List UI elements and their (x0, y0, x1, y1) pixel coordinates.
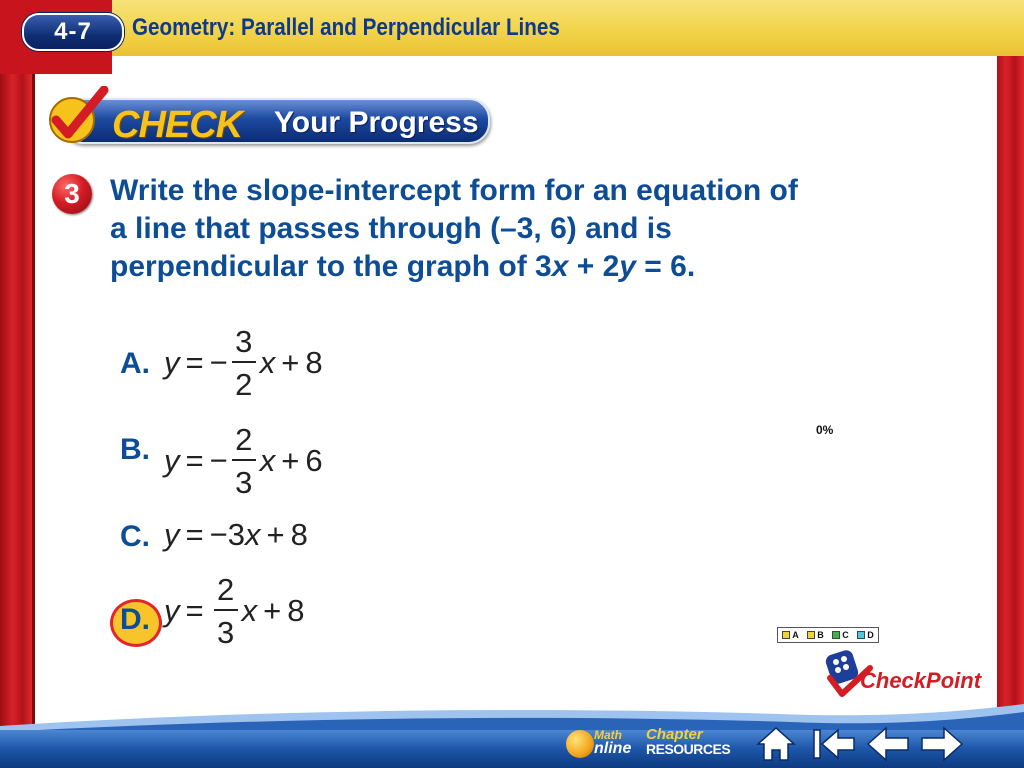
choice-c-label[interactable]: C. (120, 520, 150, 553)
first-slide-icon (812, 724, 856, 764)
check-your-progress-banner (42, 86, 488, 148)
chapter-resources-text-chapter: Chapter (646, 726, 703, 743)
right-frame (994, 0, 1024, 768)
first-slide-button[interactable] (812, 724, 856, 764)
legend-item-b: B (807, 630, 824, 640)
choice-d-equation[interactable]: y = $\frac{2}{3}$ x + 8 (164, 572, 305, 650)
globe-icon (566, 730, 594, 758)
checkpoint-logo-text: CheckPoint (860, 668, 982, 693)
choice-b-equation[interactable]: y = − $\frac{2}{3}$ x + 6 (164, 422, 323, 500)
home-button[interactable] (754, 724, 798, 764)
previous-slide-icon (866, 724, 910, 764)
left-frame (0, 0, 32, 768)
question-line-2: a line that passes through (–3, 6) and is (110, 212, 672, 245)
question-line-1: Write the slope-intercept form for an equation of (110, 174, 798, 207)
legend-item-d: D (857, 630, 874, 640)
lesson-number-badge: 4-7 (22, 13, 124, 51)
legend-item-a: A (782, 630, 799, 640)
choice-c-equation[interactable]: y = −3 x + 8 (164, 517, 308, 552)
response-legend (777, 627, 879, 643)
math-online-text-online: nline (594, 740, 632, 757)
choice-a-equation[interactable]: y = − $\frac{3}{2}$ x + 8 (164, 324, 323, 402)
lesson-title: Geometry: Parallel and Perpendicular Lines (132, 14, 560, 41)
home-icon (754, 724, 798, 764)
question-line-3: perpendicular to the graph of 3x + 2y = 6. (110, 250, 696, 283)
question-text (110, 172, 910, 286)
choice-d-label[interactable]: D. (120, 603, 150, 636)
chapter-resources-text-resources: RESOURCES (646, 741, 731, 757)
checkpoint-logo (824, 648, 980, 700)
math-online-text-math: Math (594, 728, 622, 742)
banner-progress-text: Your Progress (274, 106, 479, 139)
next-slide-button[interactable] (920, 724, 964, 764)
choice-b-label[interactable]: B. (120, 433, 150, 466)
checkmark-icon (42, 86, 112, 148)
legend-item-c: C (832, 630, 849, 640)
banner-check-text: CHECK (112, 104, 243, 146)
question-number-badge: 3 (52, 174, 92, 214)
response-percent: 0% (816, 423, 834, 437)
math-online-button[interactable] (566, 726, 636, 764)
previous-slide-button[interactable] (866, 724, 910, 764)
chapter-resources-button[interactable] (646, 726, 730, 757)
choice-a-label[interactable]: A. (120, 347, 150, 380)
next-slide-icon (920, 724, 964, 764)
